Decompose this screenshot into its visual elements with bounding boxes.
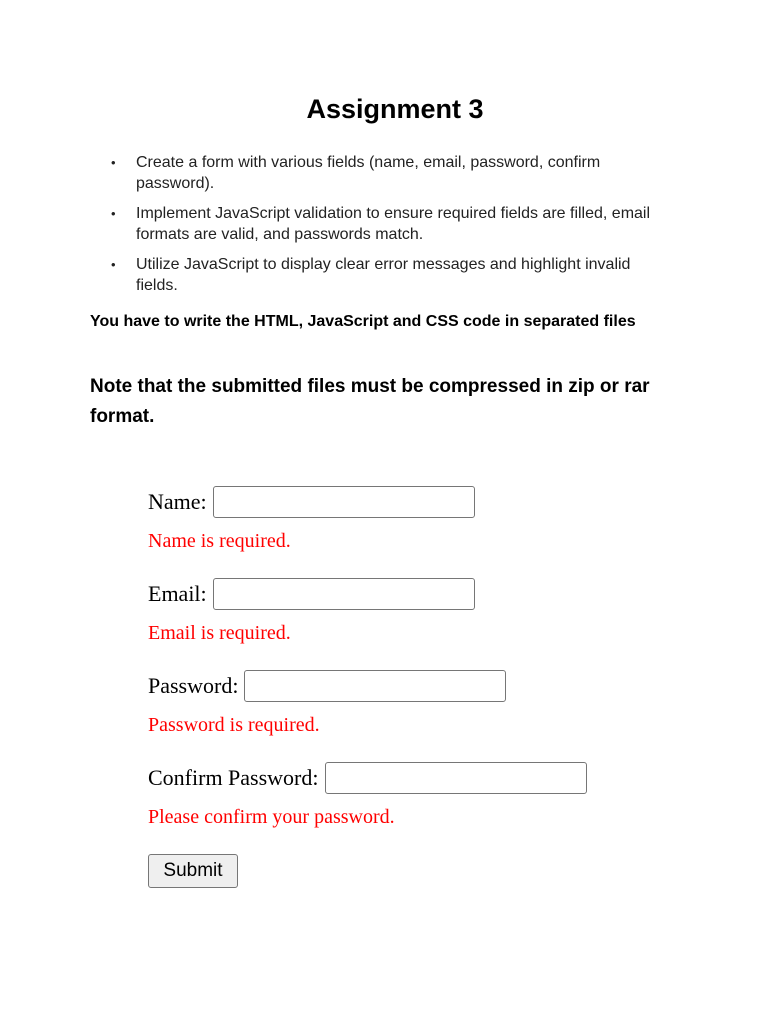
confirm-password-input[interactable] (325, 762, 587, 794)
email-row (148, 578, 475, 610)
password-error: Password is required. (148, 714, 320, 736)
password-label: Password: (148, 673, 239, 698)
requirement-text: Utilize JavaScript to display clear error messages and highlight invalid fields. (136, 256, 631, 294)
bullet-icon: • (111, 206, 116, 221)
password-row (148, 670, 506, 702)
list-item (111, 203, 671, 245)
email-error: Email is required. (148, 622, 291, 644)
list-item (111, 152, 671, 194)
name-error: Name is required. (148, 530, 291, 552)
password-input[interactable] (244, 670, 506, 702)
name-row (148, 486, 475, 518)
submit-button[interactable]: Submit (148, 854, 238, 888)
confirm-password-label: Confirm Password: (148, 765, 319, 790)
email-input[interactable] (213, 578, 475, 610)
confirm-password-error: Please confirm your password. (148, 806, 395, 828)
name-input[interactable] (213, 486, 475, 518)
separate-files-note: You have to write the HTML, JavaScript and CSS code in separated files (90, 313, 636, 330)
bullet-icon: • (111, 155, 116, 170)
name-label: Name: (148, 489, 207, 514)
confirm-password-row (148, 762, 587, 794)
bullet-icon: • (111, 257, 116, 272)
page-title: Assignment 3 (306, 94, 484, 124)
requirement-text: Create a form with various fields (name, email, password, confirm password). (136, 154, 601, 192)
email-label: Email: (148, 581, 207, 606)
compression-note: Note that the submitted files must be compressed in zip or rar format. (90, 376, 650, 427)
list-item (111, 254, 671, 296)
requirements-list (111, 152, 671, 305)
requirement-text: Implement JavaScript validation to ensure required fields are filled, email formats are valid, and passwords match. (136, 205, 651, 243)
